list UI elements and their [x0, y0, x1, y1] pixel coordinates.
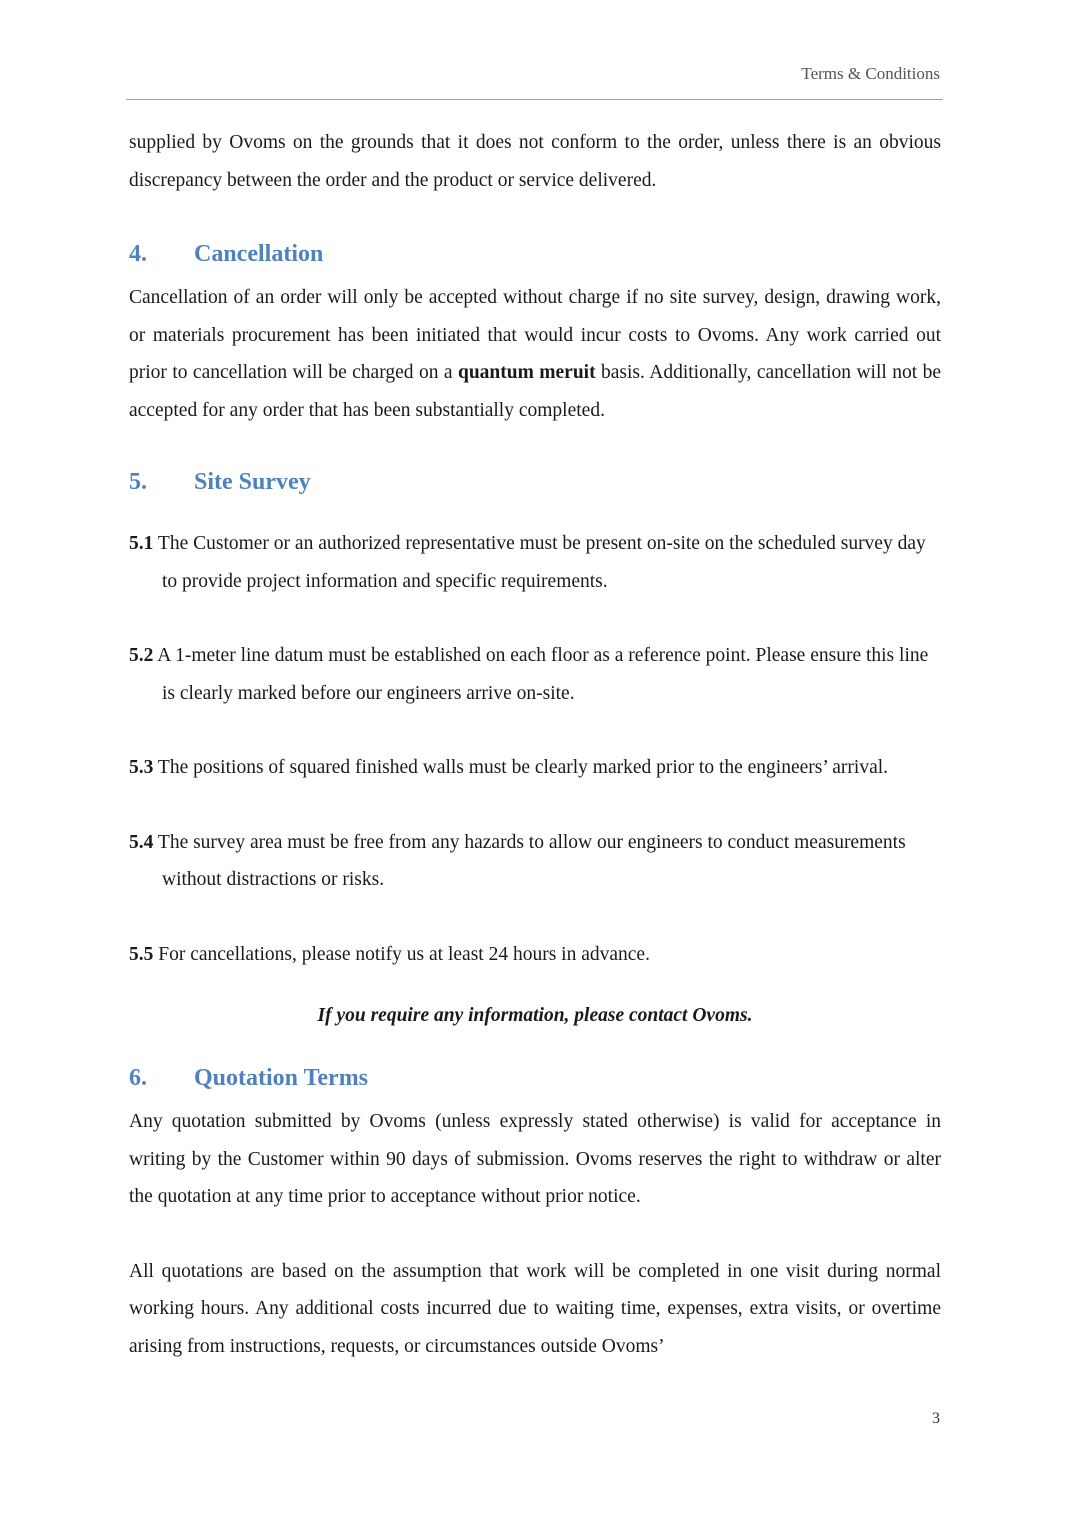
section-title: Cancellation — [194, 241, 324, 267]
section-number: 6. — [129, 1065, 147, 1091]
item-text: The positions of squared finished walls must be clearly marked prior to the engineers’ arrival. — [157, 757, 889, 778]
section-number: 4. — [129, 241, 147, 267]
survey-item — [129, 525, 941, 600]
section-heading-quotation-terms — [129, 1063, 941, 1093]
page-body — [129, 124, 941, 1365]
page-number: 3 — [932, 1410, 940, 1427]
survey-item — [129, 824, 941, 899]
item-text: The survey area must be free from any hazards to allow our engineers to conduct measurements without distractions or risks. — [157, 831, 906, 890]
section-number: 5. — [129, 469, 147, 495]
item-text: For cancellations, please notify us at least 24 hours in advance. — [158, 943, 650, 965]
section-heading-cancellation — [129, 239, 941, 269]
contact-callout: If you require any information, please contact Ovoms. — [317, 1005, 753, 1026]
survey-item — [129, 637, 941, 712]
cancellation-text-end: basis. Additionally, cancellation will not be accepted for any order that has been substantially completed. — [129, 362, 941, 421]
header-divider — [126, 99, 943, 100]
item-number: 5.3 — [129, 757, 154, 778]
survey-item — [129, 749, 941, 787]
continuation-paragraph: supplied by Ovoms on the grounds that it does not conform to the order, unless there is an obvious discrepancy between the order and the product or service delivered. — [129, 132, 941, 191]
quotation-paragraph: Any quotation submitted by Ovoms (unless expressly stated otherwise) is valid for acceptance in writing by the Customer within 90 days of submission. Ovoms reserves the right to withdraw or alter the quotation at any time prior to acceptance without prior notice. — [129, 1111, 941, 1207]
cancellation-paragraph — [129, 279, 941, 429]
cancellation-text-start: Cancellation of an order will only be accepted without charge if no site survey, design, drawing work, or materials procurement has been initiated that would incur costs to Ovoms. Any work carried out prior to cancellation will be charged on a — [129, 287, 941, 383]
running-header-title: Terms & Conditions — [801, 64, 940, 83]
item-text: The Customer or an authorized representative must be present on-site on the scheduled survey day to provide project information and specific requirements. — [157, 533, 926, 592]
item-number: 5.5 — [129, 943, 154, 965]
section-heading-site-survey — [129, 467, 941, 497]
section-title: Quotation Terms — [194, 1065, 369, 1091]
item-number: 5.4 — [129, 831, 154, 853]
item-number: 5.1 — [129, 533, 154, 554]
quotation-paragraph: All quotations are based on the assumption that work will be completed in one visit during normal working hours. Any additional costs incurred due to waiting time, expenses, extra visits, or overtime arising from instructions, requests, or circumstances outside Ovoms’ — [129, 1260, 941, 1357]
survey-item — [129, 936, 941, 974]
item-text: A 1-meter line datum must be established on each floor as a reference point. Please ensure this line is clearly marked before our engineers arrive on-site. — [157, 645, 929, 704]
item-number: 5.2 — [129, 645, 154, 666]
section-title: Site Survey — [194, 469, 311, 495]
cancellation-bold-term: quantum meruit — [457, 362, 596, 383]
